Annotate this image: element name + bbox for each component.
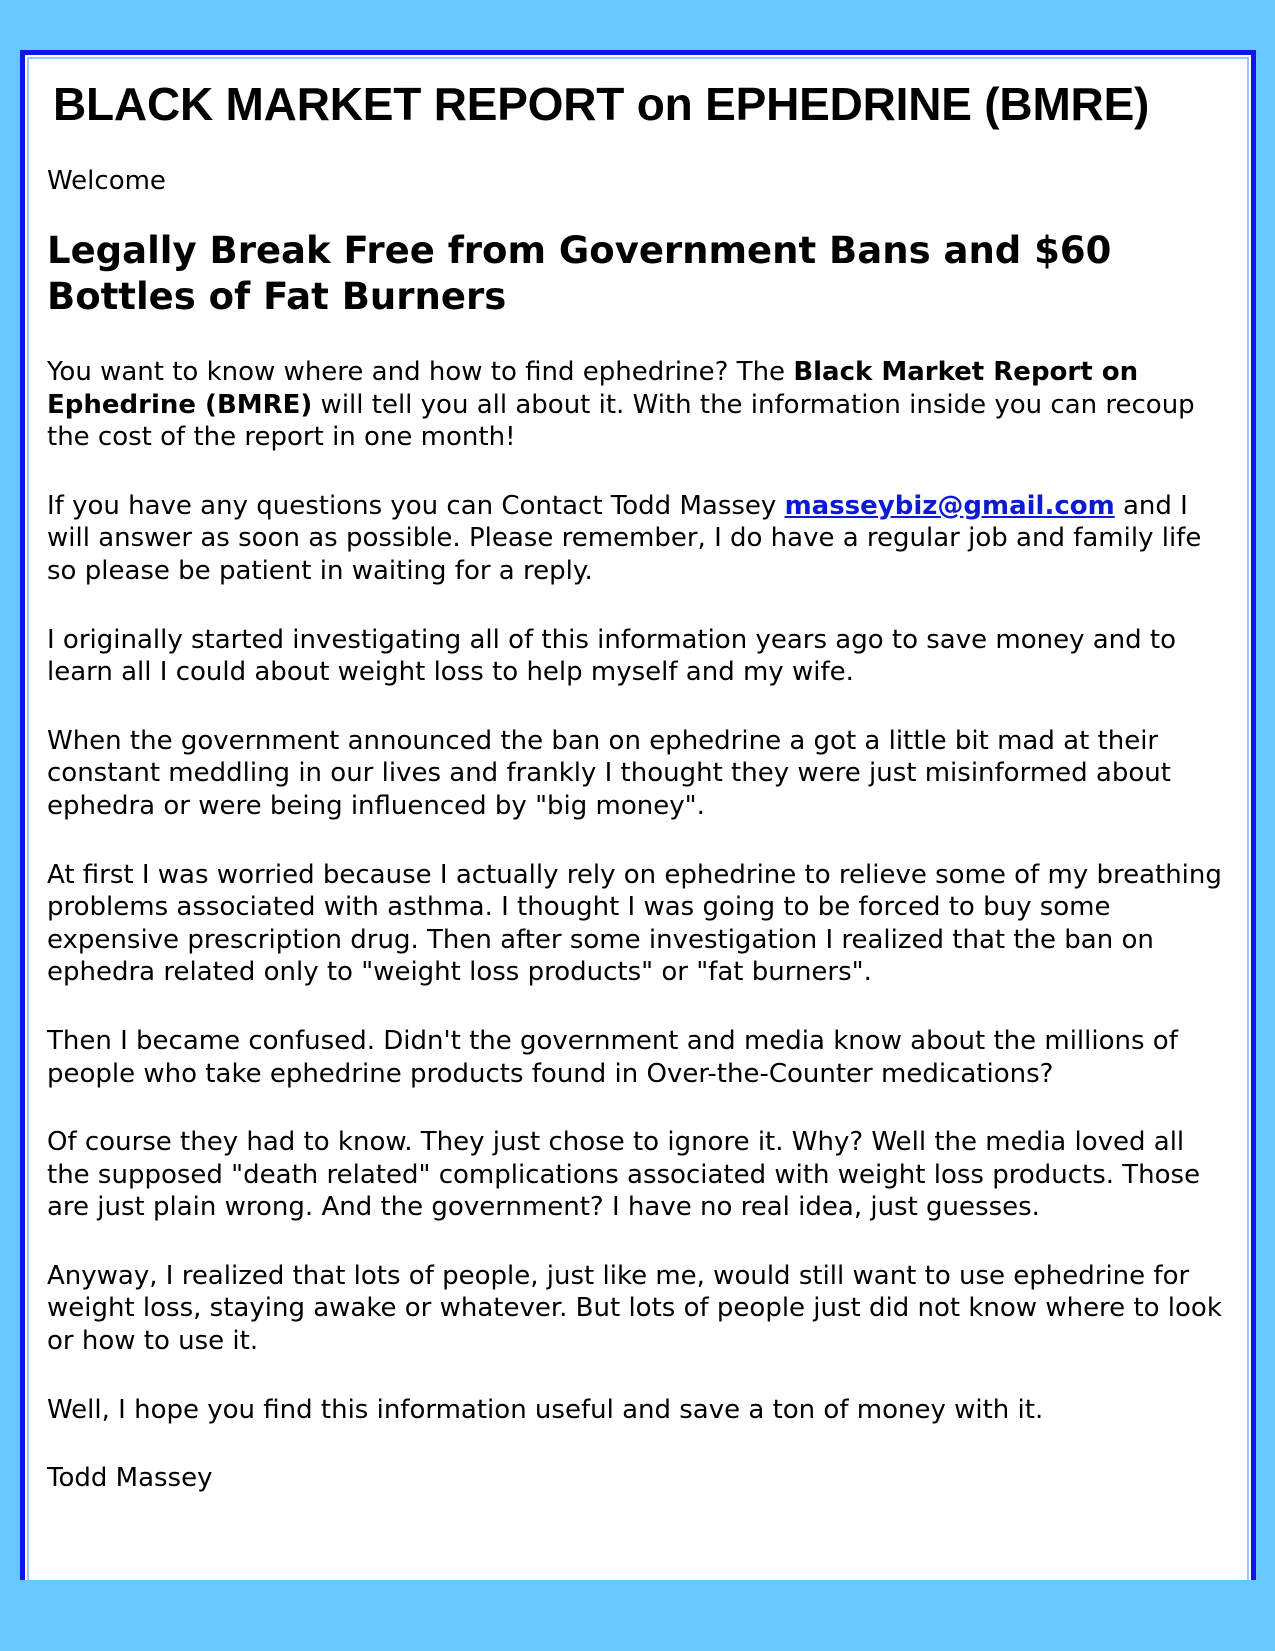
page-title: BLACK MARKET REPORT on EPHEDRINE (BMRE): [53, 78, 1150, 130]
body-paragraph-1: I originally started investigating all of this information years ago to save money and to learn all I could about weight loss to help myself and my wife.: [47, 624, 1177, 688]
intro-text-after: will tell you all about it. With the information inside you can recoup the cost of the report in one month!: [47, 389, 1195, 453]
email-link[interactable]: masseybiz@gmail.com: [784, 490, 1115, 521]
main-content: [47, 73, 1227, 1494]
signature: Todd Massey: [47, 1463, 213, 1494]
body-paragraph-2: When the government announced the ban on ephedrine a got a little bit mad at their constant meddling in our lives and frankly I thought they were just misinformed about ephedra or were being influenced by "big money".: [47, 725, 1171, 821]
intro-paragraph: [47, 356, 1227, 454]
body-paragraph-5: Of course they had to know. They just chose to ignore it. Why? Well the media loved all the supposed "death related" complications associated with weight loss products. Those are just plain wrong. And the government? I have no real idea, just guesses.: [47, 1127, 1201, 1223]
headline: Legally Break Free from Government Bans and $60 Bottles of Fat Burners: [47, 229, 1112, 318]
contact-text-before: If you have any questions you can Contact Todd Massey: [47, 490, 785, 521]
intro-text-before: You want to know where and how to find ephedrine? The: [47, 357, 794, 387]
contact-paragraph: [47, 490, 1227, 588]
bottom-background-band: [0, 1580, 1275, 1651]
intro-report-name: Black Market Report on Ephedrine (BMRE): [47, 357, 1139, 420]
body-paragraph-7: Well, I hope you find this information useful and save a ton of money with it.: [47, 1394, 1044, 1425]
contact-text-after: and I will answer as soon as possible. Please remember, I do have a regular job and family life so please be patient in waiting for a reply.: [47, 490, 1202, 586]
body-paragraph-4: Then I became confused. Didn't the government and media know about the millions of people who take ephedrine products found in Over-the-Counter medications?: [47, 1025, 1178, 1089]
body-paragraph-3: At first I was worried because I actually rely on ephedrine to relieve some of my breathing problems associated with asthma. I thought I was going to be forced to buy some expensive prescription drug. Then after some investigation I realized that the ban on ephedra related only to "weight loss products" or "fat burners".: [47, 859, 1222, 988]
body-paragraph-6: Anyway, I realized that lots of people, just like me, would still want to use ephedrine for weight loss, staying awake or whatever. But lots of people just did not know where to look or how to use it.: [47, 1260, 1222, 1357]
welcome-text: Welcome: [47, 166, 166, 196]
